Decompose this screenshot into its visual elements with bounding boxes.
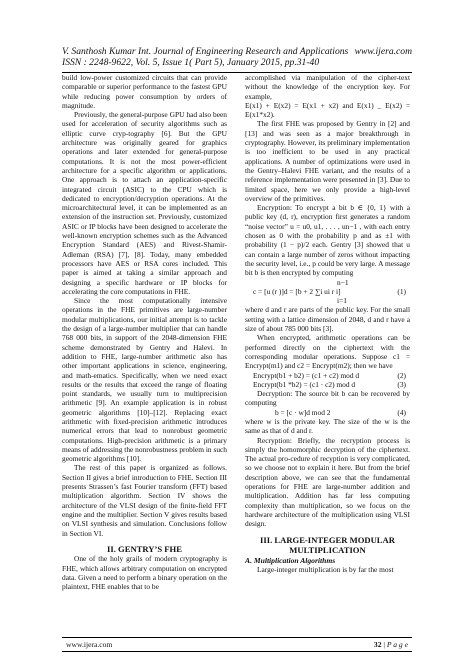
equation-number: (2) [397, 370, 406, 380]
page-footer [62, 637, 412, 652]
equation-number: (4) [397, 407, 406, 417]
section-heading: III. LARGE-INTEGER MODULAR MULTIPLICATION [260, 534, 395, 556]
equation-text: c = [u (r )]d = [b + 2 ∑i ui r i] [253, 286, 341, 296]
page-number-value: 32 [373, 640, 382, 649]
journal-website[interactable]: www.ijera.com [354, 46, 412, 57]
eq1-lower-limit: i=1 [337, 296, 347, 306]
section-heading: II. GENTRY’S FHE [107, 543, 182, 554]
right-column [245, 73, 410, 574]
inline-equation: E(x1) + E(x2) = E(x1 + x2) and E(x1) _ E(x2) = E(x1*x2). [245, 100, 410, 120]
page-label: P a g e [386, 640, 408, 649]
equation-number: (1) [397, 286, 406, 296]
equation-1 [245, 287, 410, 296]
paragraph: where w is the private key. The size of the w is the same as that of d and r. [245, 416, 410, 436]
paragraph: Large-integer multiplication is by far the most [257, 564, 394, 574]
paragraph: Since the most computationally intensive operations in the FHE primitives are large-number modular multiplications, our initial attempt is to tackle the design of a large-number multiplier that can handle 768 000 bits, in support of the 2048-dimension FHE scheme demonstrated by Gentry and Halevi. In addition to FHE, large-number arithmetic also has other important applications in science, engineering, and math-ematics. Specifically, when we need exact results or the results that exceed the range of floating point standards, we usually turn to multiprecision arithmetic [9]. An example application is in robust geometric algorithms [10]–[12]. Replacing exact arithmetic with fixed-precision arithmetic introduces numerical errors that lead to nonrobust geometric computations. High-precision arithmetic is a primary means of addressing the nonrobustness problem in such geometric algorithms [10]. [62, 296, 227, 464]
equation-4 [245, 408, 410, 417]
paragraph: Encryption: To encrypt a bit b ∈ {0, 1} with a public key (d, r), encryption first generates a random “noise vector” u = u0, u1, . . . , un−1 , with each entry chosen as 0 with the probability p and as ±1 with probability (1 − p)/2 each. Gentry [3] showed that u can contain a large number of zeros without impacting the security level, i.e., p could be very large. A message bit b is then encrypted by computing [245, 203, 410, 278]
paragraph: build low-power customized circuits that can provide comparable or superior performance to the fastest GPU while reducing power consumption by orders of magnitude. [62, 73, 227, 110]
page-number: 32 | P a g e [373, 640, 408, 649]
subsection-heading: A. Multiplication Algorithms [245, 555, 336, 565]
paragraph: where d and r are parts of the public key. For the small setting with a lattice dimension of 2048, d and r have a size of about 785 000 bits [3]. [245, 305, 410, 334]
page-header [62, 46, 412, 73]
paragraph: One of the holy grails of modern cryptography is FHE, which allows arbitrary computation on encrypted data. Given a need to perform a binary operation on the plaintext, FHE enables that to be [62, 554, 227, 592]
paragraph: Previously, the general-purpose GPU had also been used for acceleration of security algorithms such as elliptic curve cryp-tography [6]. But the GPU architecture was originally geared for graphics operations and later extended for general-purpose computations. It is not the most power-efficient architecture for a specific algorithm or applications. One approach is to attach an application-specific integrated circuit (ASIC) to the CPU which is dedicated to encryption/decryption operations. At the microarchitectural level, it can be implemented as an extension of the instruction set. Previously, customized ASIC or IP blocks have been designed to accelerate the well-known encryption schemes such as the Advanced Encryption Standard (AES) and Rivest-Shamir-Adleman (RSA) [7], [8]. Today, many embedded processors have AES or RSA cores included. This paper is aimed at taking a similar approach and designing a specific hardware or IP blocks for accelerating the core computations in FHE. [62, 110, 227, 296]
paragraph: Recryption: Briefly, the recryption process is simply the homomorphic decryption of the ciphertext. The actual pro-cedure of recyption is very complicated, so we choose not to explain it here. But from the brief description above, we can see that the fundamental operations for FHE are large-number addition and multiplication. Addition has far less computing complexity than multiplication, so we focus on the hardware architecture of the multiplication using VLSI design. [245, 435, 410, 529]
equation-2 [245, 371, 410, 380]
paragraph: accomplished via manipulation of the cipher-text without the knowledge of the encryption key. For example, [245, 73, 410, 101]
paragraph: When encrypted, arithmetic operations can be performed directly on the ciphertext with the corresponding modular operations. Suppose c1 = Encrypt(m1) and c2 = Encrypt(m2); then we have [245, 333, 410, 371]
paragraph: Decryption: The source bit b can be recovered by computing [245, 389, 410, 408]
paragraph: The rest of this paper is organized as follows. Section II gives a brief introduction to FHE. Section III presents Strassen’s fast Fourier transform (FFT) based multiplication algorithm. Section IV shows the architecture of the VLSI design of the finite-field FFT engine and the multiplier. Section V gives results based on VLSI synthesis and simulation. Conclusions follow in Section VI. [62, 463, 227, 538]
footer-website[interactable]: www.ijera.com [66, 640, 113, 649]
issue-line: ISSN : 2248-9622, Vol. 5, Issue 1( Part 5), January 2015, pp.31-40 [62, 57, 320, 69]
equation-number: (3) [397, 379, 406, 389]
journal-citation: V. Santhosh Kumar Int. Journal of Engineering Research and Applications [62, 46, 349, 57]
equation-text: Encrypt(b1 *b2) = (c1 · c2) mod d [253, 379, 356, 389]
equation-text: b = [c · w]d mod 2 [275, 407, 331, 417]
left-column [62, 73, 227, 592]
equation-text: Encrypt(b1 + b2) = (c1 + c2) mod d [253, 370, 360, 380]
paragraph: The first FHE was proposed by Gentry in [2] and [13] and was seen as a major breakthrough in cryptography. However, its preliminary implementation is too inefficient to be used in any practical applications. A number of optimizations were used in the Gentry–Halevi FHE variant, and the results of a reference implementation were presented in [3]. Due to limited space, here we only provide a high-level overview of the primitives. [245, 119, 410, 203]
equation-3 [245, 380, 410, 389]
eq1-upper-limit: n−1 [337, 277, 349, 287]
